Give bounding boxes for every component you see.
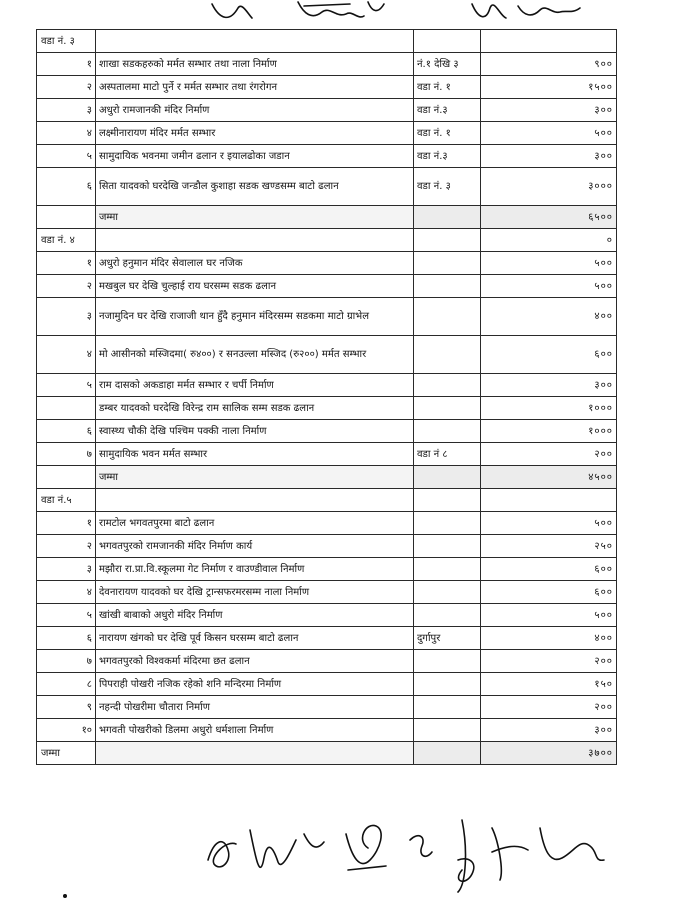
description-cell: सामुदायिक भवन मर्मत सम्भार: [96, 443, 414, 466]
budget-table: [36, 29, 617, 765]
amount-cell: २५०: [481, 535, 617, 558]
location-cell: [414, 489, 481, 512]
location-cell: [414, 252, 481, 275]
table-row: [37, 252, 617, 275]
location-cell: [414, 336, 481, 374]
amount-cell: ६००: [481, 581, 617, 604]
table-row: [37, 336, 617, 374]
description-cell: जम्मा: [96, 206, 414, 229]
location-cell: [414, 466, 481, 489]
table-row: [37, 99, 617, 122]
amount-cell: १०००: [481, 420, 617, 443]
amount-cell: २००: [481, 650, 617, 673]
total-row: [37, 742, 617, 765]
top-signatures: [200, 0, 620, 30]
amount-cell: ६००: [481, 558, 617, 581]
description-cell: जम्मा: [96, 466, 414, 489]
serial-number-cell: ३: [37, 298, 96, 336]
description-cell: स्वास्थ्य चौकी देखि पश्चिम पक्की नाला निर्माण: [96, 420, 414, 443]
location-cell: वडा नं. ३: [414, 168, 481, 206]
serial-number-cell: २: [37, 275, 96, 298]
amount-cell: ५००: [481, 122, 617, 145]
table-row: [37, 535, 617, 558]
description-cell: सिता यादवको घरदेखि जन्डौल कुशाहा सडक खण्डसम्म बाटो ढलान: [96, 168, 414, 206]
ward-header-row: [37, 489, 617, 512]
amount-cell: ५००: [481, 252, 617, 275]
serial-number-cell: ३: [37, 558, 96, 581]
location-cell: [414, 512, 481, 535]
amount-cell: ३००: [481, 99, 617, 122]
serial-number-cell: २: [37, 535, 96, 558]
location-cell: वडा नं. १: [414, 122, 481, 145]
table-row: [37, 168, 617, 206]
table-row: [37, 604, 617, 627]
location-cell: [414, 558, 481, 581]
table-row: [37, 420, 617, 443]
table-row: [37, 443, 617, 466]
ward-header-row: [37, 229, 617, 252]
serial-number-cell: ६: [37, 627, 96, 650]
description-cell: [96, 489, 414, 512]
description-cell: राम दासको अकडाहा मर्मत सम्भार र चर्पी निर्माण: [96, 374, 414, 397]
description-cell: अधुरो हनुमान मंदिर सेवालाल घर नजिक: [96, 252, 414, 275]
amount-cell: २००: [481, 696, 617, 719]
description-cell: [96, 229, 414, 252]
total-row: [37, 206, 617, 229]
location-cell: [414, 719, 481, 742]
table-row: [37, 145, 617, 168]
table-row: [37, 122, 617, 145]
table-row: [37, 275, 617, 298]
location-cell: [414, 420, 481, 443]
total-row: [37, 466, 617, 489]
amount-cell: ३००: [481, 719, 617, 742]
table-row: [37, 650, 617, 673]
location-cell: [414, 275, 481, 298]
serial-number-cell: ६: [37, 420, 96, 443]
amount-cell: ४५००: [481, 466, 617, 489]
page-mark: [63, 894, 67, 898]
amount-cell: ४००: [481, 627, 617, 650]
description-cell: भगवती पोखरीको डिलमा अधुरो धर्मशाला निर्माण: [96, 719, 414, 742]
table-row: [37, 374, 617, 397]
serial-number-cell: वडा नं.५: [37, 489, 96, 512]
location-cell: वडा नं.३: [414, 145, 481, 168]
table-row: [37, 76, 617, 99]
serial-number-cell: ५: [37, 145, 96, 168]
amount-cell: ९००: [481, 53, 617, 76]
location-cell: [414, 229, 481, 252]
amount-cell: ३०००: [481, 168, 617, 206]
description-cell: डम्बर यादवको घरदेखि विरेन्द्र राम सालिक सम्म सडक ढलान: [96, 397, 414, 420]
description-cell: अधुरो रामजानकी मंदिर निर्माण: [96, 99, 414, 122]
serial-number-cell: वडा नं. ३: [37, 30, 96, 53]
serial-number-cell: ८: [37, 673, 96, 696]
description-cell: मो आसीनको मस्जिदमा( रु४००) र सनउल्ला मस्जिद (रु२००) मर्मत सम्भार: [96, 336, 414, 374]
table-row: [37, 581, 617, 604]
serial-number-cell: ४: [37, 581, 96, 604]
serial-number-cell: १०: [37, 719, 96, 742]
serial-number-cell: ७: [37, 650, 96, 673]
amount-cell: ४००: [481, 298, 617, 336]
location-cell: [414, 604, 481, 627]
location-cell: [414, 696, 481, 719]
table-row: [37, 627, 617, 650]
description-cell: सामुदायिक भवनमा जमीन ढलान र इयालढोका जडान: [96, 145, 414, 168]
amount-cell: १५०: [481, 673, 617, 696]
description-cell: नारायण खंगको घर देखि पूर्व किसन घरसम्म बाटो ढलान: [96, 627, 414, 650]
ward-header-row: [37, 30, 617, 53]
description-cell: भगवतपुरको विश्वकर्मा मंदिरमा छत ढलान: [96, 650, 414, 673]
location-cell: वडा नं. १: [414, 76, 481, 99]
description-cell: पिपराही पोखरी नजिक रहेको शनि मन्दिरमा निर्माण: [96, 673, 414, 696]
table-row: [37, 53, 617, 76]
amount-cell: [481, 30, 617, 53]
amount-cell: ३००: [481, 145, 617, 168]
serial-number-cell: ९: [37, 696, 96, 719]
serial-number-cell: [37, 466, 96, 489]
bottom-signatures: [200, 800, 620, 900]
table-row: [37, 719, 617, 742]
location-cell: [414, 742, 481, 765]
description-cell: नजामुदिन घर देखि राजाजी थान हुँदै हनुमान मंदिरसम्म सडकमा माटो ग्राभेल: [96, 298, 414, 336]
table-row: [37, 512, 617, 535]
serial-number-cell: ४: [37, 336, 96, 374]
serial-number-cell: ७: [37, 443, 96, 466]
amount-cell: [481, 489, 617, 512]
serial-number-cell: ३: [37, 99, 96, 122]
serial-number-cell: जम्मा: [37, 742, 96, 765]
serial-number-cell: ५: [37, 604, 96, 627]
description-cell: मझौरा रा.प्रा.वि.स्कूलमा गेट निर्माण र वाउण्डीवाल निर्माण: [96, 558, 414, 581]
table-row: [37, 696, 617, 719]
description-cell: [96, 30, 414, 53]
location-cell: वडा नं ८: [414, 443, 481, 466]
location-cell: [414, 650, 481, 673]
table-row: [37, 558, 617, 581]
amount-cell: १५००: [481, 76, 617, 99]
amount-cell: ०: [481, 229, 617, 252]
description-cell: अस्पतालमा माटो पुर्ने र मर्मत सम्भार तथा रंगरोगन: [96, 76, 414, 99]
table-row: [37, 673, 617, 696]
amount-cell: २००: [481, 443, 617, 466]
location-cell: दुर्गापुर: [414, 627, 481, 650]
location-cell: [414, 30, 481, 53]
serial-number-cell: [37, 397, 96, 420]
description-cell: शाखा सडकहरुको मर्मत सम्भार तथा नाला निर्माण: [96, 53, 414, 76]
description-cell: नहन्दी पोखरीमा चौतारा निर्माण: [96, 696, 414, 719]
description-cell: रामटोल भगवतपुरमा बाटो ढलान: [96, 512, 414, 535]
serial-number-cell: १: [37, 53, 96, 76]
description-cell: देवनारायण यादवको घर देखि ट्रान्सफरमरसम्म नाला निर्माण: [96, 581, 414, 604]
location-cell: वडा नं.३: [414, 99, 481, 122]
serial-number-cell: २: [37, 76, 96, 99]
description-cell: भगवतपुरको रामजानकी मंदिर निर्माण कार्य: [96, 535, 414, 558]
description-cell: मखबुल घर देखि चुल्हाई राय घरसम्म सडक ढलान: [96, 275, 414, 298]
serial-number-cell: ५: [37, 374, 96, 397]
serial-number-cell: [37, 206, 96, 229]
table-row: [37, 397, 617, 420]
location-cell: [414, 374, 481, 397]
serial-number-cell: ६: [37, 168, 96, 206]
amount-cell: ५००: [481, 604, 617, 627]
serial-number-cell: वडा नं. ४: [37, 229, 96, 252]
table-row: [37, 298, 617, 336]
serial-number-cell: १: [37, 512, 96, 535]
location-cell: [414, 581, 481, 604]
description-cell: [96, 742, 414, 765]
location-cell: [414, 298, 481, 336]
location-cell: [414, 673, 481, 696]
amount-cell: ५००: [481, 512, 617, 535]
amount-cell: ३००: [481, 374, 617, 397]
amount-cell: १०००: [481, 397, 617, 420]
serial-number-cell: १: [37, 252, 96, 275]
amount-cell: ३७००: [481, 742, 617, 765]
location-cell: [414, 535, 481, 558]
amount-cell: ६००: [481, 336, 617, 374]
description-cell: खांखी बाबाको अधुरो मंदिर निर्माण: [96, 604, 414, 627]
description-cell: लक्ष्मीनारायण मंदिर मर्मत सम्भार: [96, 122, 414, 145]
amount-cell: ५००: [481, 275, 617, 298]
serial-number-cell: ४: [37, 122, 96, 145]
location-cell: [414, 206, 481, 229]
amount-cell: ६५००: [481, 206, 617, 229]
location-cell: [414, 397, 481, 420]
location-cell: नं.१ देखि ३: [414, 53, 481, 76]
